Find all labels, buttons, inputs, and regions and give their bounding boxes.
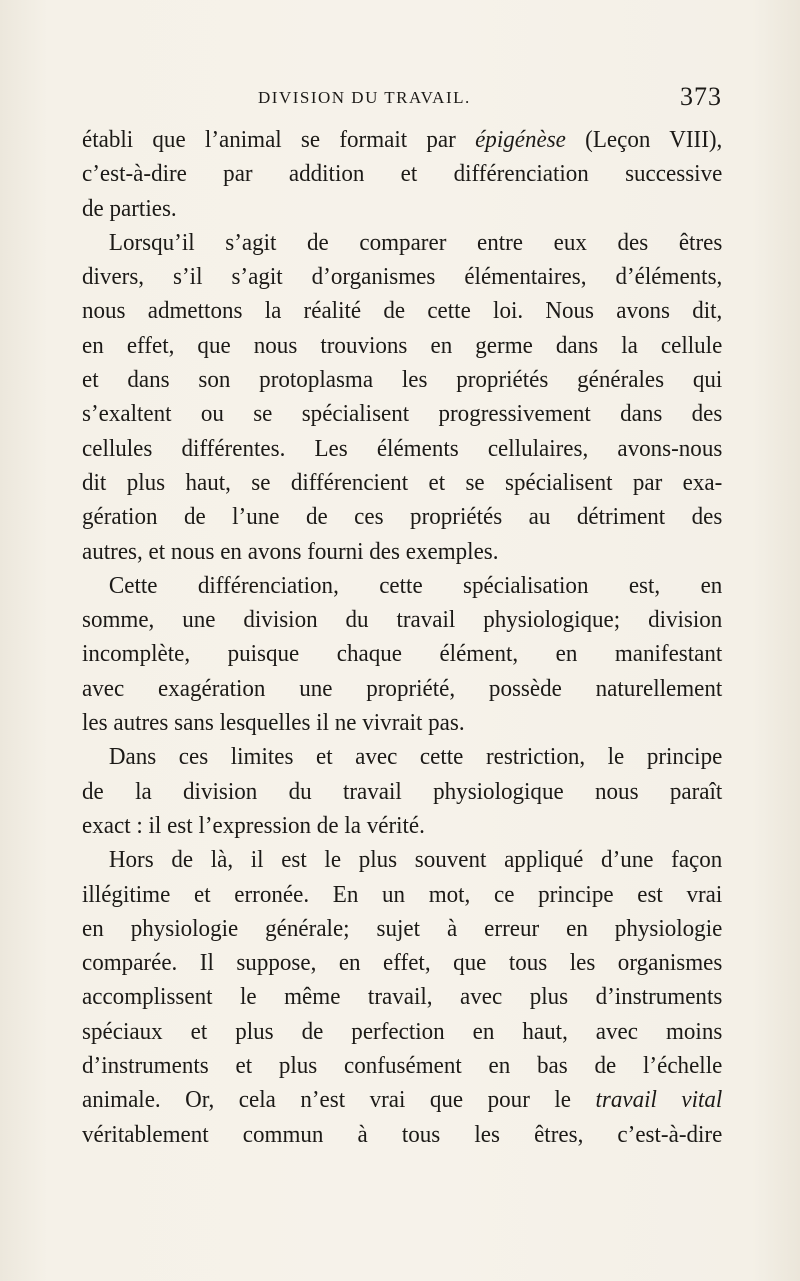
text-line: exact : il est l’expression de la vérité. xyxy=(82,812,425,839)
running-title: DIVISION DU TRAVAIL. xyxy=(258,88,471,107)
text-line: Cette différenciation, cette spécialisation est, en xyxy=(108,572,723,599)
running-head xyxy=(82,82,722,114)
text-line: comparée. Il suppose, en effet, que tous les organismes xyxy=(82,950,723,977)
text-line: Lorsqu’il s’agit de comparer entre eux des êtres xyxy=(108,229,723,256)
text-line: somme, une division du travail physiologique; division xyxy=(82,607,723,634)
text-line: d’instruments et plus confusément en bas de l’échelle xyxy=(82,1053,723,1080)
text-line: divers, s’il s’agit d’organismes élémentaires, d’éléments, xyxy=(82,264,723,291)
text-line: Hors de là, il est le plus souvent appliqué d’une façon xyxy=(108,847,723,874)
text-line: avec exagération une propriété, possède naturellement xyxy=(82,675,723,702)
text-line: de la division du travail physiologique nous paraît xyxy=(82,778,723,805)
page-number: 373 xyxy=(680,82,722,111)
text-line: en physiologie générale; sujet à erreur en physiologie xyxy=(82,915,723,942)
body-text xyxy=(82,123,722,1152)
text-line: illégitime et erronée. En un mot, ce principe est vrai xyxy=(82,881,723,908)
text-line: nous admettons la réalité de cette loi. Nous avons dit, xyxy=(82,298,723,325)
text-line: dit plus haut, se différencient et se spécialisent par exa- xyxy=(82,469,723,496)
text-line: cellules différentes. Les éléments cellulaires, avons-nous xyxy=(82,435,723,462)
text-line: s’exaltent ou se spécialisent progressivement dans des xyxy=(82,401,723,428)
text-line: en effet, que nous trouvions en germe dans la cellule xyxy=(82,332,723,359)
text-line: accomplissent le même travail, avec plus d’instruments xyxy=(82,984,723,1011)
text-line: animale. Or, cela n’est vrai que pour le travail vital xyxy=(82,1087,723,1114)
text-line: établi que l’animal se formait par épigénèse (Leçon VIII), xyxy=(82,127,723,153)
text-line: Dans ces limites et avec cette restriction, le principe xyxy=(108,744,723,771)
text-line: autres, et nous en avons fourni des exemples. xyxy=(82,538,499,565)
text-line: gération de l’une de ces propriétés au détriment des xyxy=(82,504,723,531)
text-line: incomplète, puisque chaque élément, en manifestant xyxy=(82,641,723,668)
text-line: les autres sans lesquelles il ne vivrait pas. xyxy=(82,710,465,737)
text-line: c’est-à-dire par addition et différenciation successive xyxy=(82,161,723,188)
text-line: et dans son protoplasma les propriétés générales qui xyxy=(82,367,723,394)
text-line: de parties. xyxy=(82,195,177,222)
text-line: véritablement commun à tous les êtres, c’est-à-dire xyxy=(82,1121,723,1148)
text-line: spéciaux et plus de perfection en haut, avec moins xyxy=(82,1018,723,1045)
